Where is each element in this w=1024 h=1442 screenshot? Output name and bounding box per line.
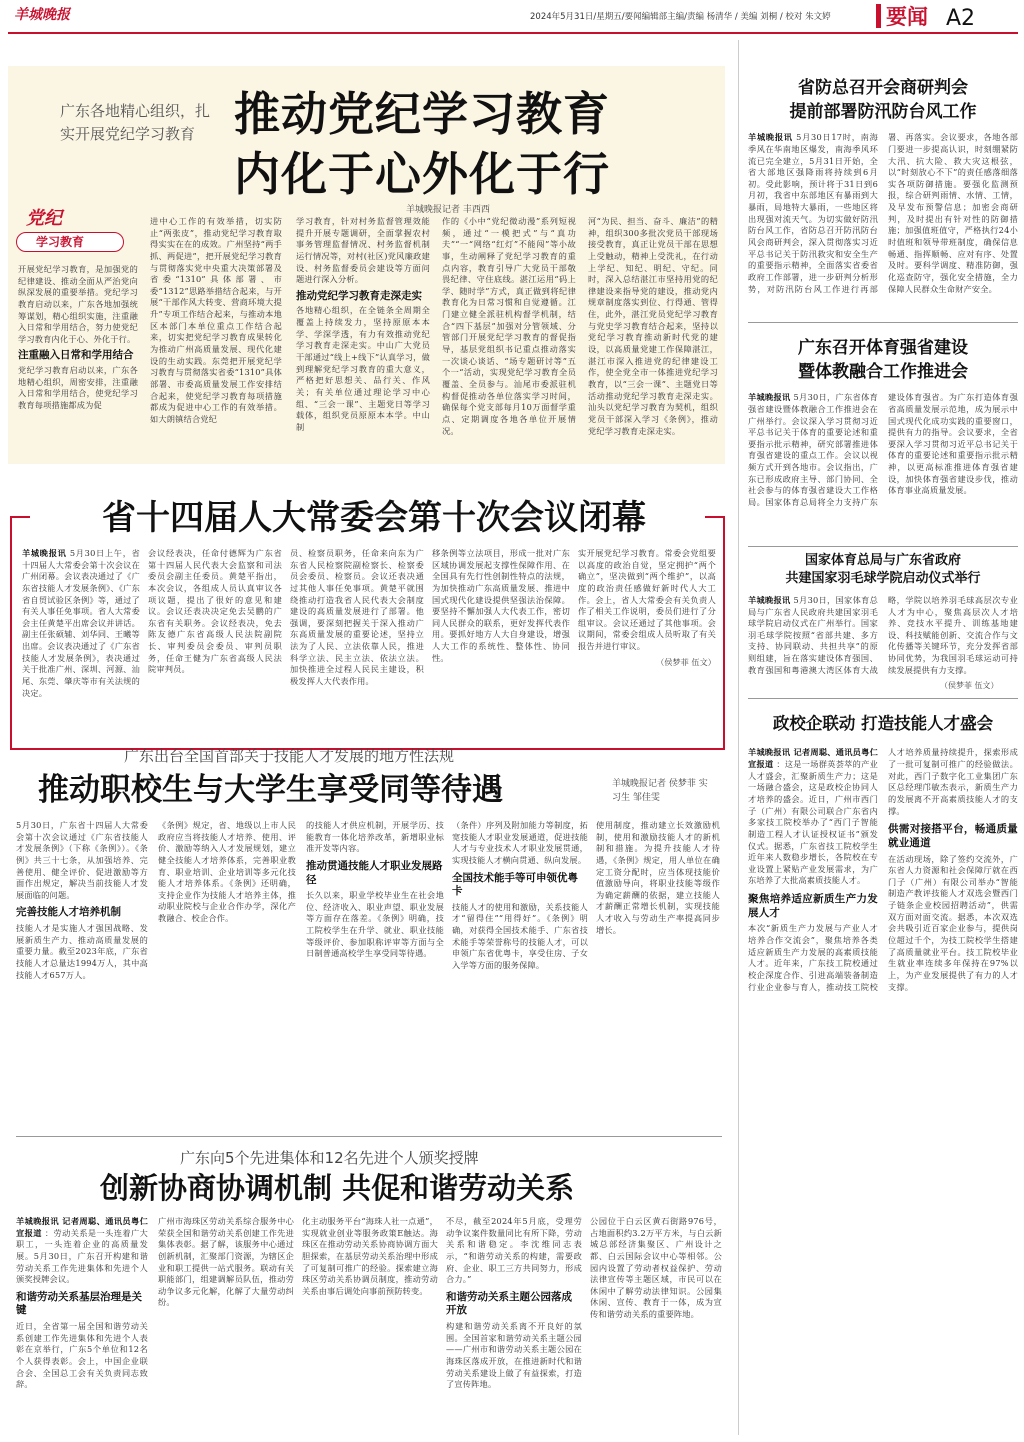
labor-col-1-text-b: 近日，全省第一届全国和谐劳动关系创建工作先进集体和先进个人表彰在京举行，广东5个单位和12名个人获得表彰。会上，中国企业联合会、全国总工会有关负责同志致辞。 (16, 1321, 148, 1390)
lead-subhead-1: 注重融入日常和学用结合 (18, 349, 134, 362)
section-bar (876, 4, 881, 28)
right-divider-3 (748, 698, 1018, 699)
skills-col-3 (306, 820, 444, 1120)
npc-col-5 (578, 548, 716, 744)
lead-headline-line1: 推动党纪学习教育 (234, 87, 610, 141)
labor-col-4 (446, 1216, 582, 1432)
npc-col-2: 会议经表决，任命付德辉为广东省第十四届人民代表大会监察和司法委员会副主任委员。黄楚平指出，本次会议，各组成人员认真审议各项议题，提出了很好的意见和建议。会议还表决决定免去吴鹏的广东省有关职务。会议经表决，免去陈友德广东省高级人民法院副院长、审判委员会委员、审判员职务，任命王健为广东省高级人民法院审判员。 (148, 548, 282, 675)
flood-byline: 羊城晚报讯 (748, 132, 793, 143)
talent-story (748, 712, 1018, 1434)
sports-byline: 羊城晚报讯 (748, 392, 791, 403)
badge-top-text: 党纪 (26, 208, 62, 229)
flood-headline-line1: 省防总召开会商研判会 (798, 78, 968, 98)
lead-col-2: 进中心工作的有效举措，切实防止“两张皮”，推动党纪学习教育取得实实在在的成效。广州坚持“两手抓、两促进”，把开展党纪学习教育与贯彻落实党中央重大决策部署及省委“1310”具体部署、市委“1312”思路举措结合起来，与开展“干部作风大转变、营商环境大提升”专项工作结合起来，与推动本地区本部门本单位重点工作结合起来，切实把党纪学习教育成果转化为推动广州高质量发展、现代化建设的生动实践。东莞把开展党纪学习教育与贯彻落实省委“1310”具体部署、市委高质量发展工作安排结合起来，使党纪学习教育每项措施都成为促进中心工作的有效举措。如大朗镇结合党纪 (150, 216, 282, 424)
skills-headline: 推动职校生与大学生享受同等待遇 (38, 772, 503, 808)
skills-byline: 羊城晚报记者 侯梦菲 实习生 邹佳雯 (612, 779, 708, 803)
npc-frame-top-left (10, 516, 30, 518)
lead-col-3-text-b: 各地精心组织，在全链条全周期全覆盖上持续发力，坚持原原本本学、学深学透，有力有效推动党纪学习教育走深走实。中山广大党员干部通过“线上+线下”认真学习，做到理解党纪学习教育的重大意义，严格把好思想关、品行关、作风关；有关单位通过理论学习中心组、“三会一课”、主题党日等学习载体，组织党员原原本本学。中山制 (296, 305, 430, 432)
talent-body-c: 在活动现场，除了签约交流外，广东省人力资源和社会保障厅就在西门子（广州）有限公司举办“智能制造产教评技能人才双选会暨西门子链条企业校园招聘活动”，供需双方面对面交流。据悉，本次双选会共吸引近百家企业参与，提供岗位超过千个，为技工院校学生搭建了高质量就业平台。技工院校毕业生就业率连续多年保持在97%以上，为产业发展提供了有力的人才支撑。 (888, 853, 1018, 992)
lead-col-3 (296, 216, 430, 456)
right-column-rule (738, 40, 739, 1435)
npc-byline: 羊城晚报讯 (22, 548, 67, 558)
skills-subhead-2: 推动贯通技能人才职业发展路径 (306, 859, 443, 886)
skills-col-4-text-b: 技能人才的使用和激励，关系技能人才“留得住”“用得好”。《条例》明确，对获得全国技术能手、广东省技术能手等荣誉称号的技能人才，可以申领广东省优粤卡，享受住房、子女入学等方面的服务保障。 (452, 901, 588, 971)
npc-col-1 (22, 548, 140, 744)
talent-subhead-2: 供需对接搭平台，畅通质量就业通道 (888, 823, 1018, 849)
skills-kicker: 广东出台全国首部关于技能人才发展的地方性法规 (124, 747, 455, 765)
badge-bottom-text: 学习教育 (36, 235, 85, 249)
skills-col-3-text-b: 长久以来，职业学校毕业生在社会地位、经济收入、职业声望、职业发展等方面存在落差。《条例》明确，技工院校学生在升学、就业、职业技能等级评价、参加职称评审等方面与全日制普通高校学生享受同等待遇。 (306, 890, 444, 959)
skills-col-1 (16, 820, 148, 1120)
skills-col-2: 《条例》规定，省、地级以上市人民政府应当将技能人才培养、使用、评价、激励等纳入人才发展规划，建立健全技能人才培养体系，完善职业教育、职业培训、企业培训等多元化技能人才培养体系。《条例》还明确，支持企业作为技能人才培养主体，推动职业院校与企业合作办学，深化产教融合、校企合作。 (158, 820, 296, 924)
badminton-byline-end: （侯梦菲 伍文） (940, 681, 999, 690)
labor-byline: 羊城晚报讯 记者周聪、通讯员粤仁宣报道 (16, 1216, 148, 1238)
badminton-story (748, 552, 1018, 692)
talent-body-wrap (748, 747, 1018, 1437)
badminton-headline-line2: 共建国家羽毛球学院启动仪式举行 (785, 571, 981, 587)
labor-col-5: 公园位于白云区黄石街路976号，占地面积约3.2万平方米，与白云新城总部经济集聚区、广州设计之都、白云国际会议中心等相邻。公园内设置了劳动者权益保护、劳动法律宣传等主题区域，市民可以在休闲中了解劳动法律知识。公园集休闲、宣传、教育于一体，成为宣传和谐劳动关系的重要阵地。 (590, 1216, 722, 1320)
labor-subhead-2: 和谐劳动关系主题公园落成开放 (446, 1290, 572, 1317)
lead-byline: 羊城晚报记者 丰西西 (406, 205, 490, 215)
npc-col-1-wrap (22, 548, 140, 699)
flood-body: 5月30日17时，南海季风在华南地区爆发，南海季风环流已完全建立，5月31日开始，全省大部地区强降雨将持续到6月初。受此影响，预计将于31日到6月初，我省中东部地区有暴雨到大暴雨，局地特大暴雨，一些地区将出现强对流天气。为切实做好防汛防台风工作，省防总召开防汛防台风会商研判会，深入贯彻落实习近平总书记关于防汛救灾和安全生产的重要指示精神，全面落实省委省政府工作部署，进一步研判分析形势，对防汛防台风工作进行再部署、再落实。会议要求，各地各部门要进一步提高认识，时刻绷紧防大汛、抗大险、救大灾这根弦，以“时刻放心不下”的责任感落细落实各项防御措施。要强化监测预报，综合研判雨情、水情、工情，及早发布预警信息；加密会商研判，及时提出有针对性的防御措施；加强值班值守，严格执行24小时值班和领导带班制度，确保信息畅通、指挥顺畅、应对有序、处置及时。要科学调度、精准防御，强化巡查防守，强化安全措施，全力保障人民群众生命财产安全。 (748, 132, 1018, 294)
skills-col-1-text-b: 技能人才是实施人才强国战略、发展新质生产力、推动高质量发展的重要力量。截至2023年底，广东省技能人才总量达1994万人，其中高技能人才657万人。 (16, 923, 148, 980)
lead-col-1 (18, 264, 138, 454)
sports-story (748, 336, 1018, 540)
labor-col-1 (16, 1216, 148, 1432)
talent-headline: 政校企联动 打造技能人才盛会 (772, 714, 994, 733)
sports-headline-line1: 广东召开体育强省建设 (798, 338, 968, 358)
sports-body-wrap (748, 392, 1018, 542)
labor-col-4-text-b: 构建和谐劳动关系离不开良好的氛围。全国首家和谐劳动关系主题公园——广州市和谐劳动关系主题公园在海珠区落成开放，在推进新时代和谐劳动关系建设上做了有益探索，打造了宣传阵地。 (446, 1321, 582, 1390)
section-name: 要闻 (886, 5, 928, 29)
talent-byline: 羊城晚报讯 记者周聪、通讯员粤仁宣报道 (748, 747, 878, 770)
talent-body: ：这是一场群英荟萃的产业人才盛会，汇聚新质生产力；这是一场融合盛会，这是政校企协同人才培养的盛会。近日，广州市西门子（广州）有限公司联合广东省内多家技工院校举办了“西门子智能制造工程人才认证授权证书”颁发仪式。据悉，广东省技工院校学生近年来人数稳步增长，各院校在专业设置上紧贴产业发展需求，为广东培养了大批高素质技能人才。 (748, 759, 878, 886)
npc-col-5-text: 实开展党纪学习教育。常委会党组要以高度的政治自觉，坚定拥护“两个确立”，坚决做到“两个维护”，以高度的政治责任感做好新时代人大工作。会上，省人大常委会有关负责人作了相关工作说明，委员们进行了分组审议。会议还通过了其他事项。会议期间，常委会组成人员听取了有关报告并进行审议。 (578, 548, 716, 652)
masthead (0, 0, 1024, 34)
badminton-headline-line1: 国家体育总局与广东省政府 (804, 553, 961, 568)
lead-col-4: 作的《小中“党纪微动漫”系列短视频，通过“一模把式”与“真功夫”“一“网络“红灯”不能闯”等小故事，生动阐释了党纪学习教育的重点内容，教育引导广大党员干部敬畏纪律、守住底线。湛江运用“码上学、随时学”方式，真正做到将纪律教育化为日常习惯和自觉遵循。江门建立健全派驻机构督学机制，结合“四下基层”加强对分管领域、分管部门开展党纪学习教育的督促指导，基层党组织书记重点推动落实一次谈心谈话、“场专题研讨等”五个一“活动，实现党纪学习教育全员覆盖、全员参与。汕尾市委派驻机构督促推动各单位落实学习时间，确保每个党支部每月10万面督学重点、定期调度各地各单位开展情况。 (442, 216, 576, 436)
lead-col-5: 河“为民、担当、奋斗、廉洁”的精神，组织300多批次党员干部现场接受教育，真正让党员干部在思想上受触动，精神上受洗礼，在行动上学纪、知纪、明纪、守纪。同时，深入总结湛江市坚持用党的纪律建设来指导党的建设，推动党内规章制度落实到位、行得通、管得住，此外，湛江党员党纪学习教育与党史学习教育结合起来，坚持以党纪学习教育推动新时代党的建设，以高质量党建工作保障湛江，湛江市深入推进党的纪律建设工作，使全党全市一体推进党纪学习教育，以“三会一课”、主题党日等活动推动党纪学习教育走深走实。汕头以党纪学习教育为契机，组织党员干部深入学习《条例》，推动党纪学习教育走深走实。 (588, 216, 718, 436)
lead-story (8, 66, 725, 464)
labor-col-2: 广州市海珠区劳动关系综合服务中心荣获全国和谐劳动关系创建工作先进集体表彰。据了解，该服务中心通过创新机制，汇聚部门资源，为辖区企业和职工提供一站式服务。联动有关职能部门，组建调解员队伍，推动劳动争议多元化解，化解了大量劳动纠纷。 (158, 1216, 294, 1308)
npc-col-4: 移条例等立法项目，形成一批对广东区域协调发展起支撑性保障作用、在全国具有先行性创制性特点的法规，为加快推动广东高质量发展、推进中国式现代化建设提供坚强法治保障。要坚持不懈加强人大代表工作，密切同人民群众的联系，更好发挥代表作用。要抓好地方人大自身建设，增强人大工作的系统性、整体性、协同性。 (432, 548, 570, 663)
labor-col-3: 化主动服务平台“海珠人社一点通”，实现就业创业等服务政策E触达。海珠区在推动劳动关系协商协调方面大胆探索，在基层劳动关系治理中形成了可复制可推广的经验。探索建立海珠区劳动关系协调员制度，推动劳动关系由事后调处向事前预防转变。 (302, 1216, 438, 1296)
skills-subhead-1: 完善技能人才培养机制 (16, 906, 121, 919)
labor-top-rule (16, 1136, 722, 1137)
npc-col-3: 员、检察员职务，任命来向东为广东省人民检察院副检察长、检察委员会委员、检察员。会议还表决通过其他人事任免事项。黄楚平就围绕推动打造我省人民代表大会制度建设的高质量发展进行了部署。他强调，要深刻把握关于深入推动广东高质量发展的重要论述，坚持立法为了人民、立法依靠人民，推进科学立法、民主立法、依法立法。加快推进全过程人民民主建设，积极发挥人大代表作用。 (290, 548, 424, 687)
skills-col-3-text: 的技能人才供应机制，开展学历、技能教育一体化培养改革，新增职业标准开发等内容。 (306, 820, 444, 854)
masthead-logo: 羊城晚报 (14, 7, 70, 23)
page-number: A2 (946, 6, 976, 31)
lead-headline-line2: 内化于心外化于行 (234, 147, 610, 201)
flood-body-wrap (748, 132, 1018, 312)
badminton-byline: 羊城晚报讯 (748, 594, 791, 605)
party-discipline-badge (8, 206, 126, 256)
labor-kicker: 广东向5个先进集体和12名先进个人颁奖授牌 (180, 1149, 479, 1167)
npc-byline-end: （侯梦菲 伍文） (656, 656, 716, 667)
labor-col-1-wrap (16, 1216, 148, 1286)
talent-subhead-1: 聚焦培养适应新质生产力发展人才 (748, 893, 878, 919)
right-divider-2 (748, 546, 1018, 547)
labor-subhead-1: 和谐劳动关系基层治理是关键 (16, 1290, 142, 1317)
skills-col-1-text: 5月30日，广东省十四届人大常委会第十次会议通过《广东省技能人才发展条例》（下称《条例》）。《条例》共三十七条，从加强培养、完善使用、健全评价、促进激励等方面作出规定，解决当前技能人才发展面临的问题。 (16, 820, 148, 900)
npc-col-1-text: 5月30日上午，省十四届人大常委会第十次会议在广州闭幕。会议表决通过了《广东省技能人才发展条例》、《广东省自贸试验区条例》等，通过了有关人事任免事项。省人大常委会主任黄楚平出席会议并讲话。副主任张硕辅、刘华同、王曦等出席。会议表决通过了《广东省技能人才发展条例》，表决通过关于批准广州、深圳、河源、汕尾、东莞、肇庆等市有关法规的决定。 (22, 548, 140, 698)
talent-body-b: 本次“新质生产力发展与产业人才培养合作交流会”，聚焦培养各类适应新质生产力发展的高素质技能人才。近年来，广东技工院校通过校企深度合作、引进高端装备制造行业企业参与育人，推动技工院校人才培养质量持续提升，探索形成了一批可复制可推广的经验做法。对此，西门子数字化工业集团广东区总经理邝敏杰表示，新质生产力的发展离不开高素质技能人才的支撑。 (748, 747, 1018, 992)
masthead-rule (8, 32, 1018, 34)
labor-col-4-text: 不尽，截至2024年5月底，受理劳动争议案件数量同比有所下降，劳动关系和谐稳定。李沈维同志表示，“和谐劳动关系的构建，需要政府、企业、职工三方共同努力，形成合力。” (446, 1216, 582, 1285)
right-divider-1 (748, 322, 1018, 323)
lead-kicker: 广东各地精心组织，扎实开展党纪学习教育 (60, 102, 211, 143)
flood-headline-line2: 提前部署防汛防台风工作 (789, 102, 977, 123)
skills-subhead-3: 全国技术能手等可申领优粤卡 (452, 871, 578, 898)
skills-col-4-text: （条件）序列及附加能力等制度，拓宽技能人才职业发展通道，促进技能人才与专业技术人才职业发展贯通，实现技能人才横向贯通、纵向发展。 (452, 820, 588, 865)
lead-col-1-text: 开展党纪学习教育，是加强党的纪律建设、推动全面从严治党向纵深发展的重要举措。党纪学习教育启动以来，广东各地加强统筹谋划，精心组织实施，注重融入日常和学用结合，努力使党纪学习教育内化于心、外化于行。 (18, 264, 138, 344)
skills-col-4 (452, 820, 588, 1120)
masthead-date-line: 2024年5月31日/星期五/要闻编辑部主编/责编 杨清华 / 美编 刘桐 / 校对 朱文婷 (530, 12, 831, 22)
labor-headline: 创新协商协调机制 共促和谐劳动关系 (100, 1171, 575, 1205)
labor-col-1-text: ：劳动关系是一头连着广大职工，一头连着企业的高质量发展。5月30日，广东召开构建和谐劳动关系工作先进集体和先进个人颁奖授牌会议。 (16, 1227, 148, 1285)
badminton-body: 5月30日，国家体育总局与广东省人民政府共建国家羽毛球学院启动仪式在广州举行。国家羽毛球学院按照“省部共建、多方支持、协同联动、共担共享”的原则组建，旨在落实建设体育强国、教育强国和粤港澳大湾区体育大战略，学院以培养羽毛球高层次专业人才为中心，聚焦高层次人才培养、竞技水平提升、训练基地建设、科技赋能创新、交流合作与文化传播等关键环节，充分发挥省部协同优势，为我国羽毛球运动可持续发展提供有力支撑。 (748, 594, 1018, 675)
sports-headline-line2: 暨体教融合工作推进会 (798, 362, 968, 383)
sports-body: 5月30日，广东省体育强省建设暨体教融合工作推进会在广州举行。会议深入学习贯彻习近平总书记关于体育的重要论述和重要指示批示精神，研究部署推进体育强省建设的重点工作。会议以视频方式开到各地市。会议指出，广东已形成政府主导、部门协同、全社会参与的体育强省建设大工作格局。国家体育总局将全力支持广东建设体育强省。为广东打造体育强省高质量发展示范地，成为展示中国式现代化成功实践的重要窗口，提供有力的指导。会议要求，全省要深入学习贯彻习近平总书记关于体育的重要论述和重要指示批示精神，以更高标准推进体育强省建设，加快体育强省建设步伐，推动体育事业高质量发展。 (748, 392, 1018, 508)
lead-subhead-2: 推动党纪学习教育走深走实 (296, 289, 422, 302)
skills-col-5: 使用制度，推动建立长效激励机制，使用和激励技能人才的新机制和措施。为提升技能人才待遇，《条例》规定，用人单位在确定工资分配时，应当体现技能价值激励导向，将职业技能等级作为确定薪酬的依据，建立技能人才薪酬正常增长机制，实现技能人才收入与劳动生产率提高同步增长。 (596, 820, 720, 935)
lead-col-3-text: 学习教育，针对村务监督管理效能提升开展专题调研，全面掌握农村事务管理监督情况、村务监督机制运行情况等，对村(社区)党风廉政建设、村务监督委员会建设等方面问题进行深入分析。 (296, 216, 430, 285)
lead-col-1-text-b: 党纪学习教育启动以来，广东各地精心组织，周密安排，注重融入日常和学用结合，使党纪学习教育每项措施都成为促 (18, 365, 138, 411)
npc-frame-top-right (705, 516, 725, 518)
flood-story (748, 76, 1018, 316)
npc-headline: 省十四届人大常委会第十次会议闭幕 (44, 494, 704, 542)
